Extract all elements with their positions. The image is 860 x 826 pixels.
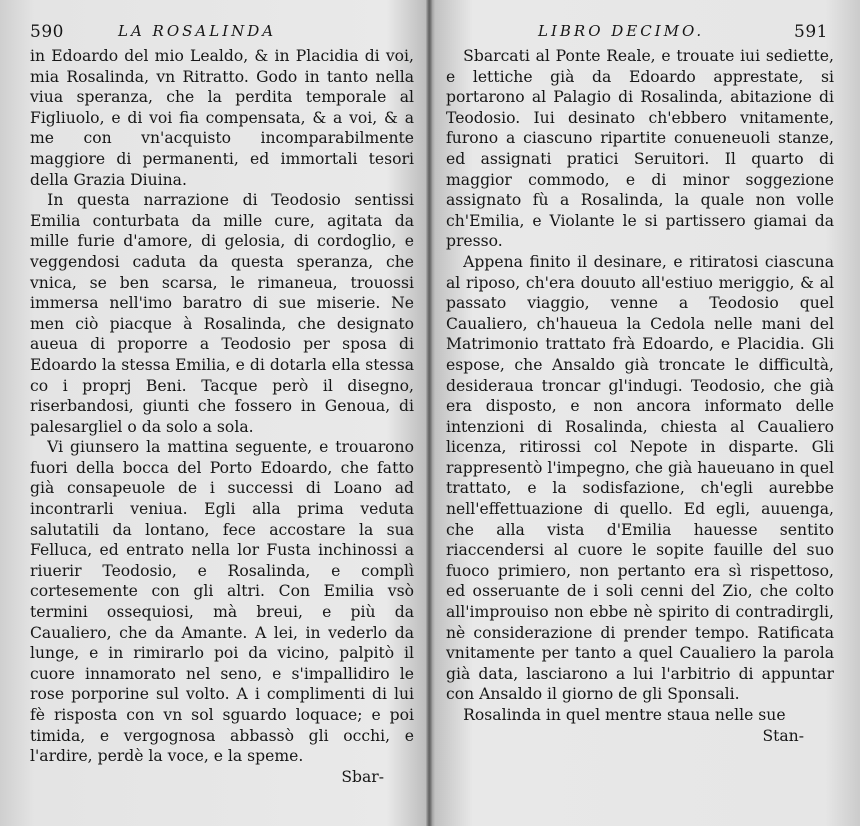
left-paragraph-3: Vi giunsero la mattina seguente, e trouarono fuori della bocca del Porto Edoardo, che fatto già consapeuole de i successi di Loano ad incontrarli veniua. Egli alla prima veduta salutatili da lontano, fece accostare la sua Felluca, ed entrato nella lor Fusta inchinossi a riuerir Teodosio, e Rosalinda, e complì cortesemente con gli altri. Con Emilia vsò termini ossequiosi, mà breui, e più da Caualiero, che da Amante. A lei, in vederlo da lunge, e in rimirarlo poi da vicino, palpitò il cuore innamorato nel seno, e s'impallidiro le rose porporine sul volto. A i complimenti di lui fè risposta con vn sol sguardo loquace; e poi timida, e vergognosa abbassò gli occhi, e l'ardire, perdè la voce, e la speme. bbox=[30, 438, 414, 766]
right-paragraph-2: Appena finito il desinare, e ritiratosi ciascuna al riposo, ch'era douuto all'estiuo meriggio, & al passato viaggio, venne a Teodosio quel Caualiero, ch'haueua la Cedola nelle mani del Matrimonio trattato frà Edoardo, e Placidia. Gli espose, che Ansaldo già troncate le difficultà, desideraua troncar gl'indugi. Teodosio, che già era disposto, e non ancora informato delle intenzioni di Rosalinda, chiesta al Caualiero licenza, ritirossi col Nepote in disparte. Gli rappresentò l'impegno, che già haueuano in quel trattato, e la sodisfazione, ch'egli aurebbe nell'effettuazione di quello. Ed egli, auuenga, che alla vista d'Emilia hauesse sentito riaccendersi al cuore le sopite fauille del suo fuoco primiero, non pertanto era sì rispettoso, ed osseruante de i soli cenni del Zio, che colto all'improuiso non ebbe nè spirito di contradirgli, nè considerazione di prender tempo. Ratificata vnitamente per tanto a quel Caualiero la parola già data, lasciarono a lui l'arbitrio di appuntar con Ansaldo il giorno de gli Sponsali. bbox=[446, 252, 834, 704]
book-gutter bbox=[426, 0, 432, 826]
left-paragraph-1: in Edoardo del mio Lealdo, & in Placidia di voi, mia Rosalinda, vn Ritratto. Godo in tanto nella viua speranza, che la perdita temporale al Figliuolo, e di voi fia compensata, & a voi, & a me con vn'acquisto incomparabilmente maggiore di permanenti, ed immortali tesori della Grazia Diuina. bbox=[30, 47, 414, 189]
left-page bbox=[30, 22, 414, 787]
right-page-header bbox=[446, 22, 834, 46]
left-page-header bbox=[30, 22, 414, 46]
left-page-text bbox=[30, 46, 414, 767]
right-catchword: Stan- bbox=[762, 726, 804, 745]
left-page-number: 590 bbox=[30, 22, 64, 42]
right-page-text bbox=[446, 46, 834, 726]
right-paragraph-1: Sbarcati al Ponte Reale, e trouate iui sediette, e lettiche già da Edoardo apprestate, si portarono al Palagio di Rosalinda, abitazione di Teodosio. Iui desinato ch'ebbero vnitamente, furono a ciascuno ripartite conueneuoli stanze, ed assignati pratici Seruitori. Il quarto di maggior commodo, e di minor soggezione assignato fù a Rosalinda, la quale non volle ch'Emilia, e Violante le si partissero giamai da presso. bbox=[446, 47, 834, 251]
right-paragraph-3: Rosalinda in quel mentre staua nelle sue bbox=[463, 706, 786, 724]
left-catchword: Sbar- bbox=[341, 767, 384, 786]
right-page-number: 591 bbox=[794, 22, 828, 42]
right-running-head: LIBRO DECIMO. bbox=[538, 22, 705, 40]
left-paragraph-2: In questa narrazione di Teodosio sentissi Emilia conturbata da mille cure, agitata da mille furie d'amore, di gelosia, di cordoglio, e veggendosi caduta da questa speranza, che vnica, se ben scarsa, le rimaneua, trouossi immersa nell'imo baratro di sue miserie. Ne men ciò piacque à Rosalinda, che designato aueua di proporre a Teodosio per sposa di Edoardo la stessa Emilia, e di dotarla ella stessa co i proprj Beni. Tacque però il disegno, riserbandosi, giunti che fossero in Genoua, di palesargliel o da solo a sola. bbox=[30, 191, 414, 436]
right-page bbox=[446, 22, 834, 746]
left-running-head: LA ROSALINDA bbox=[118, 22, 277, 40]
